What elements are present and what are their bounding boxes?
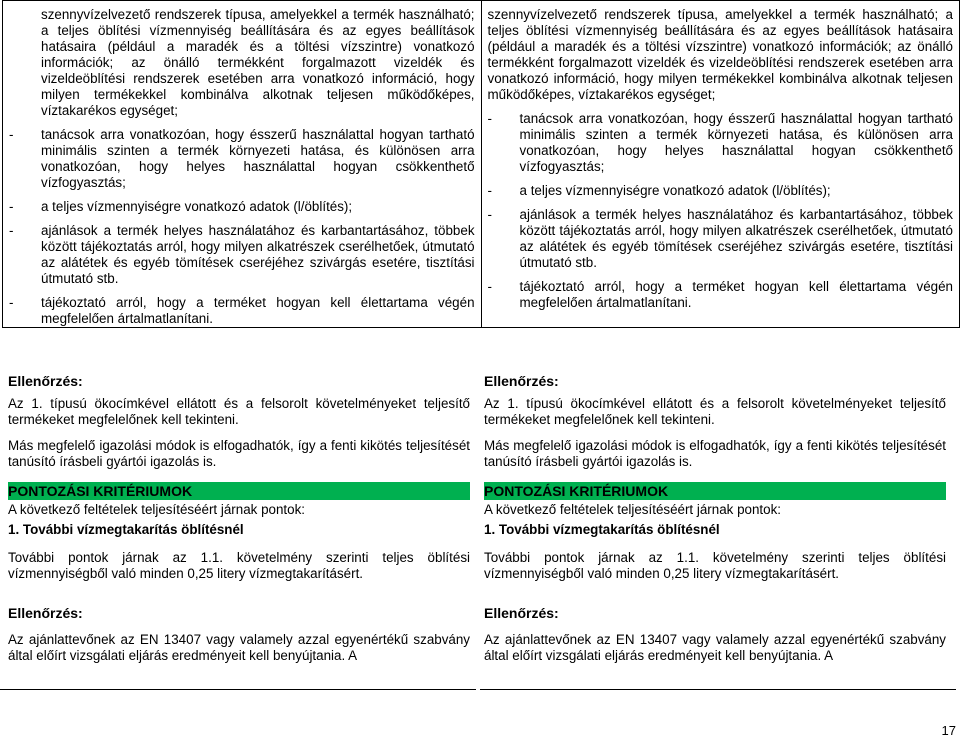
list-item [488, 207, 953, 271]
list-item [9, 199, 475, 215]
scoring-criterion-text: További pontok járnak az 1.1. követelmény szerinti teljes öblítési vízmennyiségből való minden 0,25 litery vízmegtakarításért. [484, 550, 946, 581]
comparison-table [2, 0, 960, 328]
page-number: 17 [941, 723, 956, 738]
left-column [3, 1, 482, 328]
dash-bullet: - [9, 199, 14, 214]
verification-text: Az 1. típusú ökocímkével ellátott és a felsorolt követelményeket teljesítő termékeket megfelelőnek kell tekinteni. [484, 396, 946, 427]
list-item [9, 127, 475, 191]
verification-text: Az ajánlattevőnek az EN 13407 vagy valamely azzal egyenértékű szabvány által előírt vizsgálati eljárás eredményeit kell benyújtania. A [484, 632, 946, 663]
left-lower-section [8, 372, 470, 664]
scoring-criterion-text: További pontok járnak az 1.1. követelmény szerinti teljes öblítési vízmennyiségből való minden 0,25 litery vízmegtakarításért. [8, 550, 470, 581]
scoring-criterion-item: 1. További vízmegtakarítás öblítésnél [8, 522, 244, 537]
intro-paragraph: szennyvízelvezető rendszerek típusa, amelyekkel a termék használható; a teljes öblítési vízmennyiség beállítására és az egyes beállítások hatásaira (például a maradék és a töltési vízszintre) vonatkozó információk; az önálló termékként forgalmazott vizeldék és vizeldeöblítési rendszerek esetében arra vonatkozó információ, hogy milyen termékekkel kombinálva alkotnak teljesen működőképes, víztakarékos egységet; [487, 7, 953, 102]
scoring-criteria-heading: PONTOZÁSI KRITÉRIUMOK [8, 482, 470, 500]
verification-heading: Ellenőrzés: [8, 605, 83, 621]
dash-bullet: - [9, 295, 14, 310]
scoring-criteria-intro: A következő feltételek teljesítéséért járnak pontok: [484, 502, 781, 517]
verification-heading: Ellenőrzés: [484, 373, 559, 389]
verification-text: Más megfelelő igazolási módok is elfogadhatók, így a fenti kikötés teljesítését tanúsító írásbeli gyártói igazolás is. [484, 438, 946, 469]
scoring-criterion-item: 1. További vízmegtakarítás öblítésnél [484, 522, 720, 537]
list-item-text: ajánlások a termék helyes használatához és karbantartásához, többek között tájékoztatás arról, hogy milyen alkatrészek cserélhetőek, útmutató az alátétek és egyéb tömítések cseréjéhez szivárgás esetére, tisztítási útmutató stb. [519, 207, 953, 270]
divider [0, 689, 476, 690]
list-item [488, 183, 953, 199]
verification-text: Más megfelelő igazolási módok is elfogadhatók, így a fenti kikötés teljesítését tanúsító írásbeli gyártói igazolás is. [8, 438, 470, 469]
list-item-text: a teljes vízmennyiségre vonatkozó adatok (l/öblítés); [41, 199, 353, 214]
list-item [488, 279, 953, 311]
dash-bullet: - [487, 111, 492, 126]
list-item-text: tájékoztató arról, hogy a terméket hogyan kell élettartama végén megfelelően ártalmatlanítani. [41, 295, 475, 326]
list-item-text: tanácsok arra vonatkozóan, hogy ésszerű használattal hogyan tartható minimális szinten a termék környezeti hatása, és különösen arra vonatkozóan, hogy helyes használattal hogyan csökkenthető vízfogyasztás; [41, 127, 475, 190]
verification-heading: Ellenőrzés: [484, 605, 559, 621]
list-item [9, 295, 475, 327]
table-row [3, 1, 960, 328]
scoring-criteria-intro: A következő feltételek teljesítéséért járnak pontok: [8, 502, 305, 517]
list-item-text: tanácsok arra vonatkozóan, hogy ésszerű használattal hogyan tartható minimális szinten a termék környezeti hatása, és különösen arra vonatkozóan, hogy helyes használattal hogyan csökkenthető vízfogyasztás; [519, 111, 953, 174]
divider [480, 689, 956, 690]
dash-bullet: - [9, 127, 14, 142]
list-item-text: a teljes vízmennyiségre vonatkozó adatok (l/öblítés); [519, 183, 831, 198]
dash-bullet: - [487, 279, 492, 294]
right-column [481, 1, 959, 328]
list-item [488, 111, 953, 175]
scoring-criteria-heading: PONTOZÁSI KRITÉRIUMOK [484, 482, 946, 500]
verification-text: Az ajánlattevőnek az EN 13407 vagy valamely azzal egyenértékű szabvány által előírt vizsgálati eljárás eredményeit kell benyújtania. A [8, 632, 470, 663]
list-item-text: ajánlások a termék helyes használatához és karbantartásához, többek között tájékoztatás arról, hogy milyen alkatrészek cserélhetőek, útmutató az alátétek és egyéb tömítések cseréjéhez szivárgás esetére, tisztítási útmutató stb. [41, 223, 475, 286]
dash-bullet: - [487, 207, 492, 222]
list-item [9, 223, 475, 287]
dash-bullet: - [487, 183, 492, 198]
verification-text: Az 1. típusú ökocímkével ellátott és a felsorolt követelményeket teljesítő termékeket megfelelőnek kell tekinteni. [8, 396, 470, 427]
right-lower-section [484, 372, 946, 664]
dash-bullet: - [9, 223, 14, 238]
verification-heading: Ellenőrzés: [8, 373, 83, 389]
list-item-text: tájékoztató arról, hogy a terméket hogyan kell élettartama végén megfelelően ártalmatlanítani. [519, 279, 953, 310]
intro-paragraph: szennyvízelvezető rendszerek típusa, amelyekkel a termék használható; a teljes öblítési vízmennyiség beállítására és az egyes beállítások hatásaira (például a maradék és a töltési vízszintre) vonatkozó információk; az önálló termékként forgalmazott vizeldék és vizeldeöblítési rendszerek esetében arra vonatkozó információ, hogy milyen termékekkel kombinálva alkotnak teljesen működőképes, víztakarékos egységet; [41, 7, 475, 118]
